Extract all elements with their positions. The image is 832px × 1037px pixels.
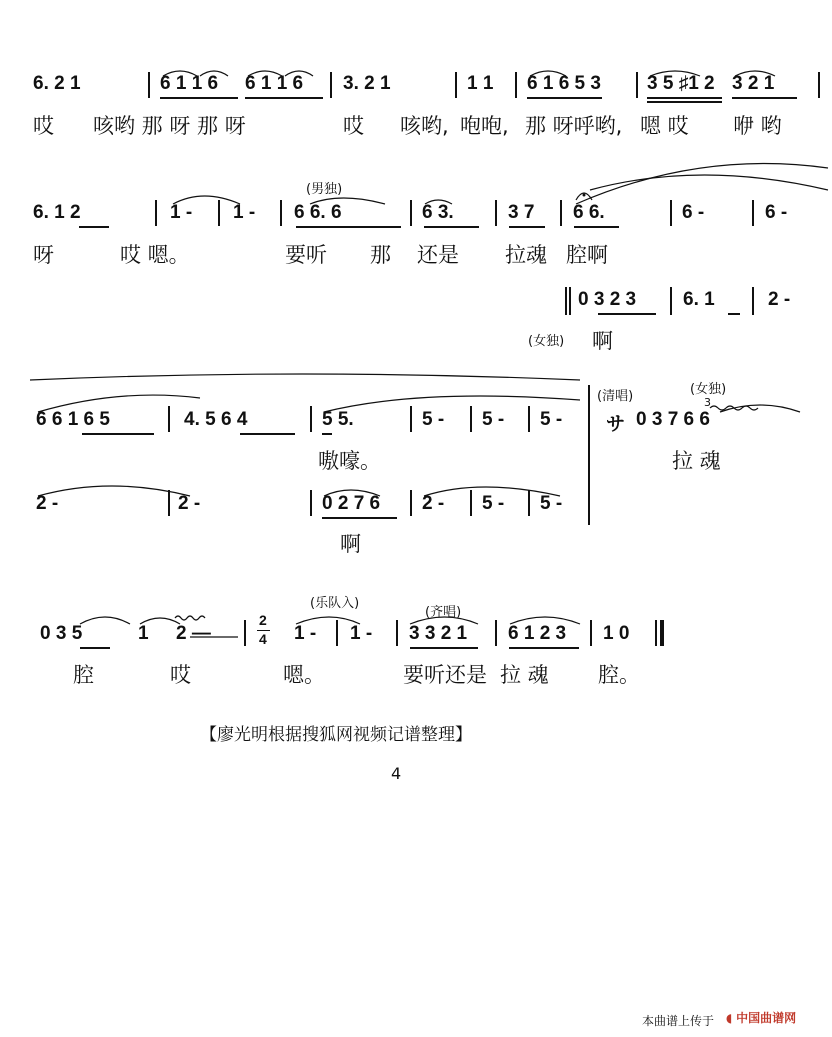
measure-notes: 4. 5 6 4 xyxy=(184,409,248,430)
lyric: 那 xyxy=(370,243,391,267)
band-enters-label: (乐队入) xyxy=(310,596,360,611)
measure-notes: 6 6. 6 xyxy=(294,202,342,223)
page-number: 4 xyxy=(391,764,402,783)
measure-notes: 2 - xyxy=(422,493,445,514)
lyric: 咳哟, xyxy=(400,114,449,138)
footer-upload-text: 本曲谱上传于 xyxy=(642,1014,715,1028)
lyric: 那 呀呼哟, xyxy=(525,114,623,138)
lyric: 哎 xyxy=(343,114,364,138)
measure-notes: 0 3 7 6 6 xyxy=(636,409,710,430)
lyric: 腔啊 xyxy=(566,243,608,267)
measure-notes: 5 - xyxy=(540,493,563,514)
measure-notes: 1 - xyxy=(294,623,317,644)
measure-notes: 6. 1 xyxy=(683,289,715,310)
free-tempo-mark: サ xyxy=(606,414,626,435)
measure-notes: 1 - xyxy=(233,202,256,223)
footer-logo[interactable] xyxy=(726,1009,796,1026)
measure-notes: 3 3 2 1 xyxy=(409,623,468,644)
grace-note: 3 xyxy=(704,396,711,409)
measure-notes: 0 3 5 xyxy=(40,623,83,644)
measure-notes: 6 6. xyxy=(573,202,605,223)
lyric: 嗯 哎 xyxy=(640,114,689,138)
logo-text: 中国曲谱网 xyxy=(736,1011,797,1025)
lyric: 哎 xyxy=(170,663,191,687)
measure-notes: 1 xyxy=(138,623,149,644)
measure-notes: 6 - xyxy=(682,202,705,223)
lyric: 啊 xyxy=(592,329,613,353)
measure-notes: 6 3. xyxy=(422,202,454,223)
measure-notes: 1 - xyxy=(350,623,373,644)
measure-notes: 2 - xyxy=(768,289,791,310)
measure-5-notes: 6 1 6 5 3 xyxy=(527,73,601,94)
lyric: 要听还是 xyxy=(403,663,487,687)
female-solo-label: (女独) xyxy=(528,334,565,349)
measure-notes: 6 - xyxy=(765,202,788,223)
measure-2-notes-a: 6 1 1 6 xyxy=(160,73,219,94)
measure-notes: 0 2 7 6 xyxy=(322,493,381,514)
measure-notes: 5 - xyxy=(482,493,505,514)
lyric: 腔。 xyxy=(598,663,640,687)
measure-notes: 6 1 2 3 xyxy=(508,623,567,644)
lyric: 拉魂 xyxy=(505,243,547,267)
lyric: 咿 哟 xyxy=(733,114,782,138)
lyric: 嗷嚎。 xyxy=(318,449,381,473)
measure-notes: 0 3 2 3 xyxy=(578,289,637,310)
measure-notes: 2 - xyxy=(36,493,59,514)
lyric: 呀 xyxy=(33,243,54,267)
time-signature-top: 2 xyxy=(259,612,267,628)
lyric: 哎 xyxy=(33,114,54,138)
measure-notes: 6. 1 2 xyxy=(33,202,81,223)
lyric: 咆咆, xyxy=(460,114,509,138)
measure-6-notes-b: 3 2 1 xyxy=(732,73,775,94)
measure-notes: 1 0 xyxy=(603,623,630,644)
logo-icon: ◖ xyxy=(726,1011,733,1025)
lyric: 还是 xyxy=(417,243,459,267)
measure-notes: 5 5. xyxy=(322,409,354,430)
female-solo-label-2: (女独) xyxy=(690,382,727,397)
measure-notes: 5 - xyxy=(422,409,445,430)
time-signature-bottom: 4 xyxy=(259,631,267,647)
lyric: 咳哟 那 呀 那 呀 xyxy=(93,114,246,138)
measure-notes: 3 7 xyxy=(508,202,535,223)
male-solo-label: (男独) xyxy=(306,182,343,197)
a-cappella-label: (清唱) xyxy=(597,389,634,404)
lyric: 腔 xyxy=(73,663,94,687)
lyric: 要听 xyxy=(285,243,327,267)
measure-6-notes-a: 3 5 ♯1 2 xyxy=(647,73,715,94)
lyric: 嗯。 xyxy=(283,663,325,687)
measure-notes: 1 - xyxy=(170,202,193,223)
lyric: 拉 魂 xyxy=(500,663,549,687)
measure-notes: 2 — xyxy=(176,623,211,644)
transcription-credit: 【廖光明根据搜狐网视频记谱整理】 xyxy=(200,725,472,745)
lyric: 啊 xyxy=(340,532,361,556)
measure-3-notes: 3. 2 1 xyxy=(343,73,391,94)
lyric: 哎 嗯。 xyxy=(120,243,190,267)
measure-notes: 5 - xyxy=(540,409,563,430)
chorus-label: (齐唱) xyxy=(425,605,462,620)
measure-1-notes: 6. 2 1 xyxy=(33,73,81,94)
measure-4-notes: 1 1 xyxy=(467,73,494,94)
measure-2-notes-b: 6 1 1 6 xyxy=(245,73,304,94)
lyric: 拉 魂 xyxy=(672,449,721,473)
measure-notes: 6 6 1 6 5 xyxy=(36,409,110,430)
measure-notes: 2 - xyxy=(178,493,201,514)
measure-notes: 5 - xyxy=(482,409,505,430)
